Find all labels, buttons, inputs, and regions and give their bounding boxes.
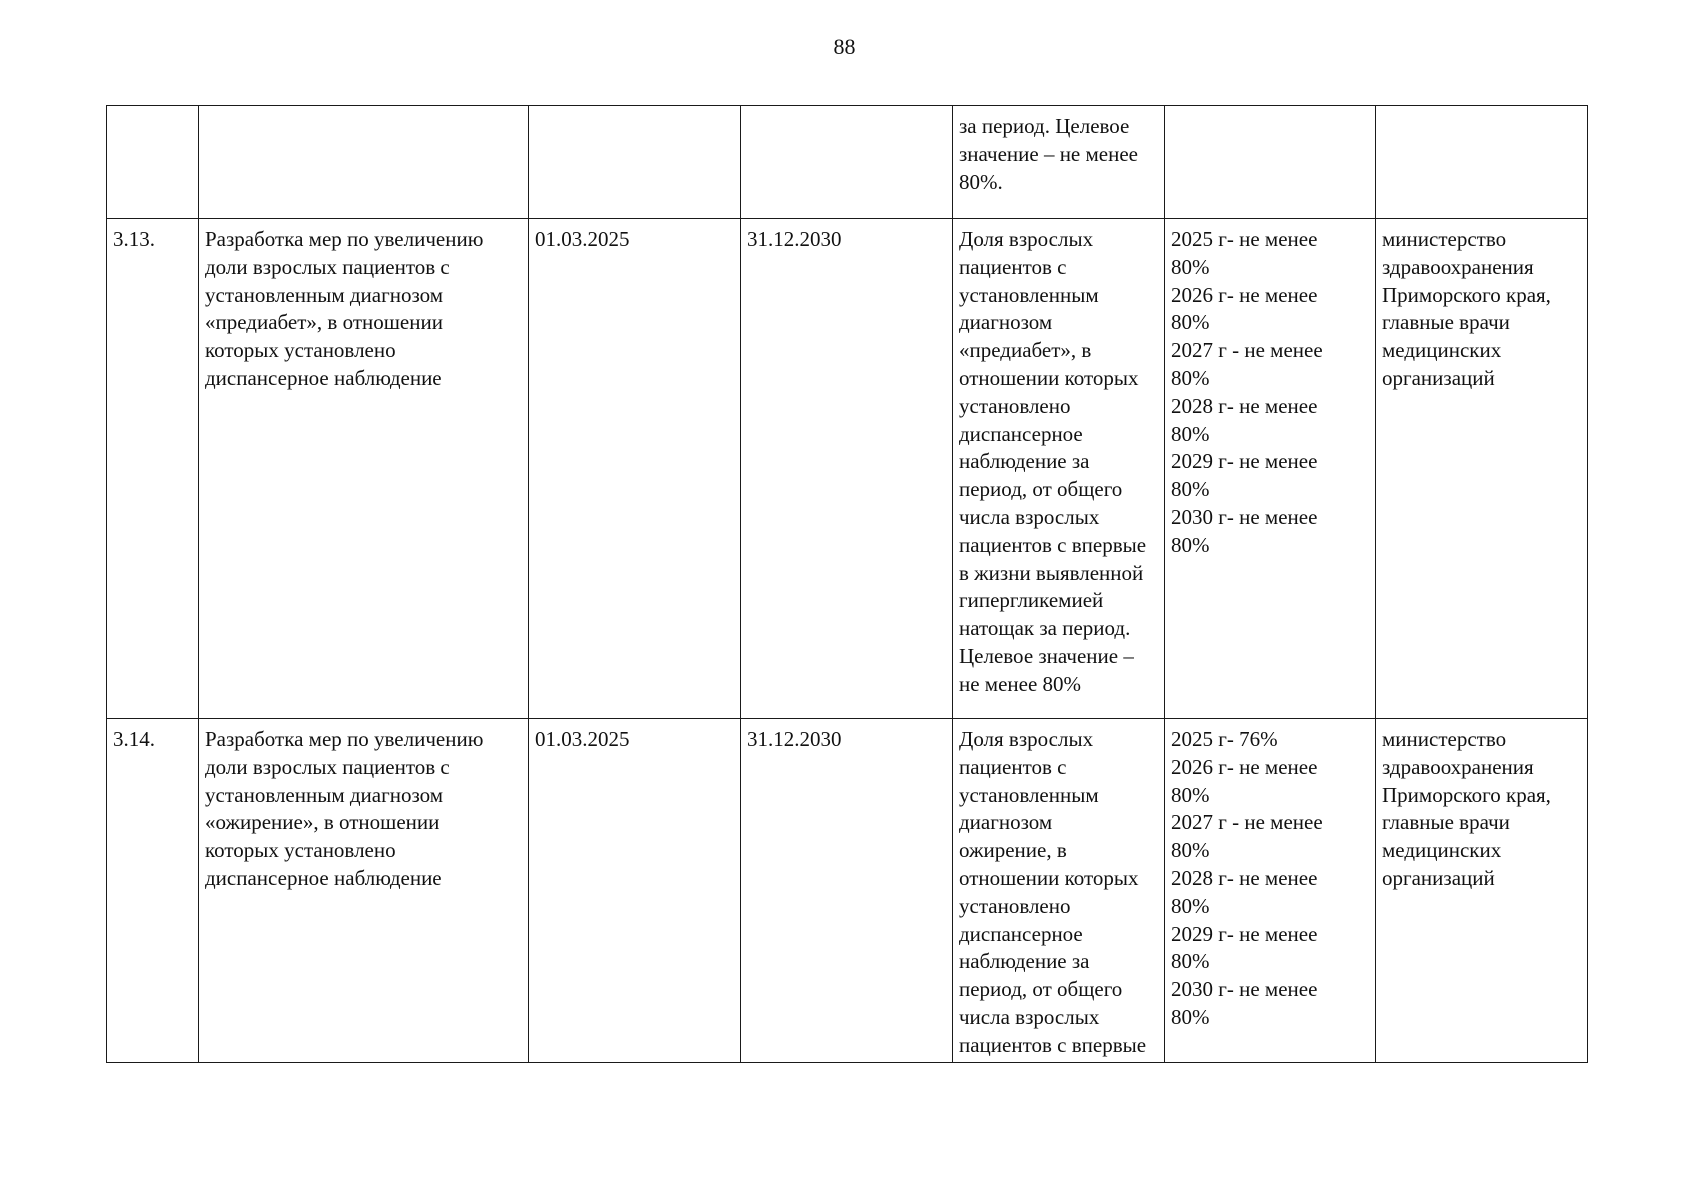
cell-number — [107, 106, 199, 219]
cell-measure — [199, 106, 529, 219]
cell-targets: 2025 г- 76% 2026 г- не менее 80% 2027 г - не менее 80% 2028 г- не менее 80% 2029 г- не менее 80% 2030 г- не менее 80% — [1165, 719, 1376, 1063]
cell-indicator: Доля взрослых пациентов с установленным диагнозом «предиабет», в отношении которых установлено диспансерное наблюдение за период, от общего числа взрослых пациентов с впервые в жизни выявленной гипергликемией натощак за период. Целевое значение – не менее 80% — [953, 219, 1165, 719]
cell-responsible: министерство здравоохранения Приморского края, главные врачи медицинских организаций — [1376, 719, 1588, 1063]
cell-measure: Разработка мер по увеличению доли взрослых пациентов с установленным диагнозом «ожирение», в отношении которых установлено диспансерное наблюдение — [199, 719, 529, 1063]
cell-indicator: Доля взрослых пациентов с установленным диагнозом ожирение, в отношении которых установлено диспансерное наблюдение за период, от общего числа взрослых пациентов с впервые — [953, 719, 1165, 1063]
cell-end-date: 31.12.2030 — [741, 719, 953, 1063]
cell-start-date: 01.03.2025 — [529, 219, 741, 719]
cell-indicator: за период. Целевое значение – не менее 80%. — [953, 106, 1165, 219]
cell-targets: 2025 г- не менее 80% 2026 г- не менее 80% 2027 г - не менее 80% 2028 г- не менее 80% 2029 г- не менее 80% 2030 г- не менее 80% — [1165, 219, 1376, 719]
cell-end-date — [741, 106, 953, 219]
table-row-continuation — [107, 106, 1588, 219]
cell-number: 3.14. — [107, 719, 199, 1063]
cell-measure: Разработка мер по увеличению доли взрослых пациентов с установленным диагнозом «предиабет», в отношении которых установлено диспансерное наблюдение — [199, 219, 529, 719]
table-row-3-13 — [107, 219, 1588, 719]
cell-start-date: 01.03.2025 — [529, 719, 741, 1063]
page-number: 88 — [833, 34, 856, 59]
cell-targets — [1165, 106, 1376, 219]
cell-end-date: 31.12.2030 — [741, 219, 953, 719]
cell-start-date — [529, 106, 741, 219]
cell-responsible — [1376, 106, 1588, 219]
cell-number: 3.13. — [107, 219, 199, 719]
measures-table — [106, 105, 1588, 1063]
cell-responsible: министерство здравоохранения Приморского края, главные врачи медицинских организаций — [1376, 219, 1588, 719]
table-row-3-14 — [107, 719, 1588, 1063]
